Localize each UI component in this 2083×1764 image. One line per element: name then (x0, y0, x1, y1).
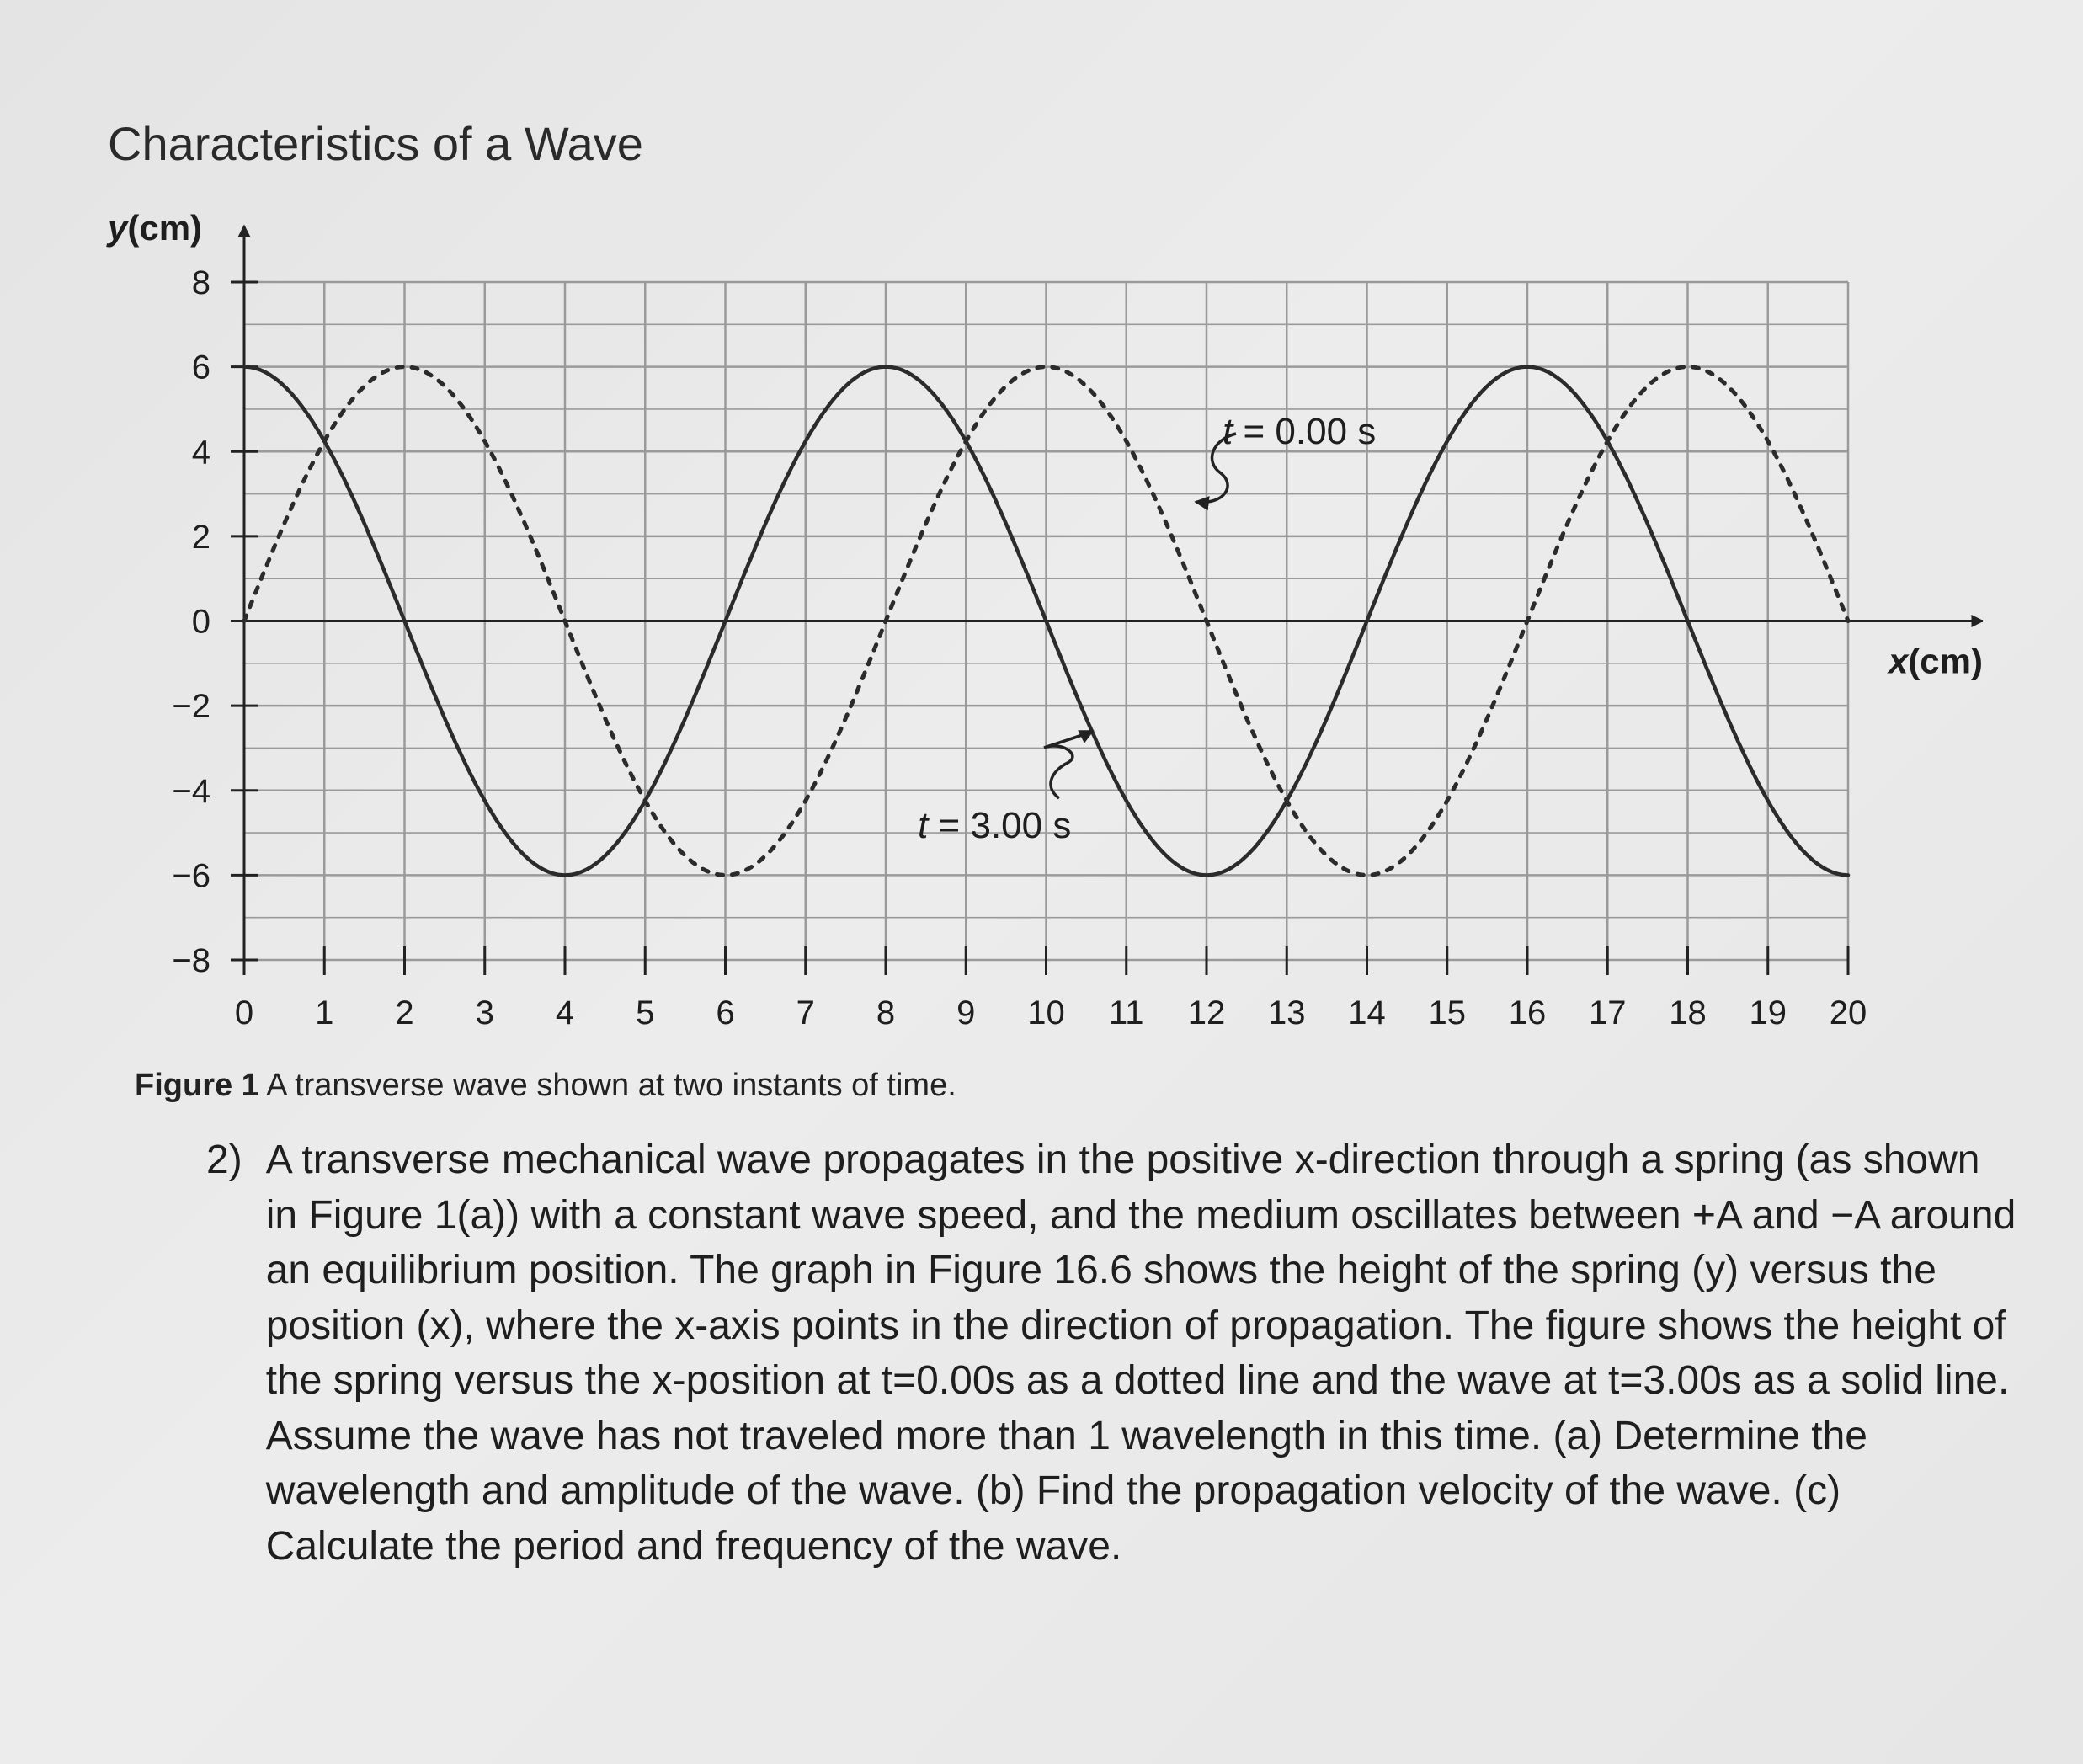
x-tick-label: 7 (796, 994, 815, 1031)
x-tick-label: 12 (1187, 994, 1226, 1031)
x-tick-label: 10 (1027, 994, 1065, 1031)
x-tick-label: 9 (956, 994, 976, 1031)
y-tick-label: 6 (191, 349, 210, 386)
y-tick-label: −4 (172, 772, 210, 810)
x-tick-label: 0 (234, 994, 254, 1031)
annotation-t3: t = 3.00 s (918, 805, 1072, 846)
x-tick-label: 15 (1428, 994, 1466, 1031)
question-text: A transverse mechanical wave propagates in the positive x-direction through a spring (as shown in Figure 1(a)) with a constant wave speed, and the medium oscillates between +A and −A around an equilibrium position. The graph in Figure 16.6 shows the height of the spring (y) versus the position (x), where the x-axis points in the direction of propagation. The figure shows the height of the spring versus the x-position at t=0.00s as a dotted line and the wave at t=3.00s as a solid line. Assume the wave has not traveled more than 1 wavelength in this time. (a) Determine the wavelength and amplitude of the wave. (b) Find the propagation velocity of the wave. (c) Calculate the period and frequency of the wave. (265, 1138, 2016, 1569)
y-tick-label: −2 (172, 688, 210, 726)
y-tick-label: 0 (191, 603, 210, 641)
x-tick-label: 19 (1749, 994, 1787, 1031)
axes (172, 226, 1983, 1031)
y-tick-label: 2 (191, 518, 210, 556)
chart-labels (106, 208, 1983, 846)
x-tick-label: 18 (1669, 994, 1707, 1031)
annotation-t0: t = 0.00 s (1223, 411, 1377, 453)
x-tick-label: 3 (475, 994, 494, 1031)
figure-caption (135, 1068, 956, 1104)
y-tick-label: 8 (191, 264, 210, 301)
x-tick-label: 13 (1268, 994, 1306, 1031)
y-axis-label: y(cm) (108, 208, 203, 248)
x-tick-label: 16 (1508, 994, 1547, 1031)
x-tick-label: 5 (636, 994, 655, 1031)
page-title: Characteristics of a Wave (108, 117, 643, 170)
question-block (206, 1132, 2016, 1574)
x-axis-label: x(cm) (1888, 641, 1983, 681)
figure-caption-text: A transverse wave shown at two instants of time. (266, 1068, 956, 1103)
x-tick-label: 1 (315, 994, 334, 1031)
figure-label: Figure 1 (135, 1068, 259, 1103)
y-tick-label: −8 (172, 942, 210, 979)
x-tick-label: 11 (1108, 994, 1144, 1031)
annotation-leader (1044, 731, 1093, 798)
x-tick-label: 6 (716, 994, 735, 1031)
x-tick-label: 2 (395, 994, 414, 1031)
question-number: 2) (206, 1138, 242, 1182)
x-tick-label: 4 (555, 994, 575, 1031)
x-tick-label: 14 (1348, 994, 1386, 1031)
y-tick-label: 4 (191, 434, 210, 472)
x-tick-label: 17 (1589, 994, 1627, 1031)
x-tick-label: 8 (876, 994, 896, 1031)
x-tick-label: 20 (1829, 994, 1867, 1031)
y-tick-label: −6 (172, 857, 210, 895)
